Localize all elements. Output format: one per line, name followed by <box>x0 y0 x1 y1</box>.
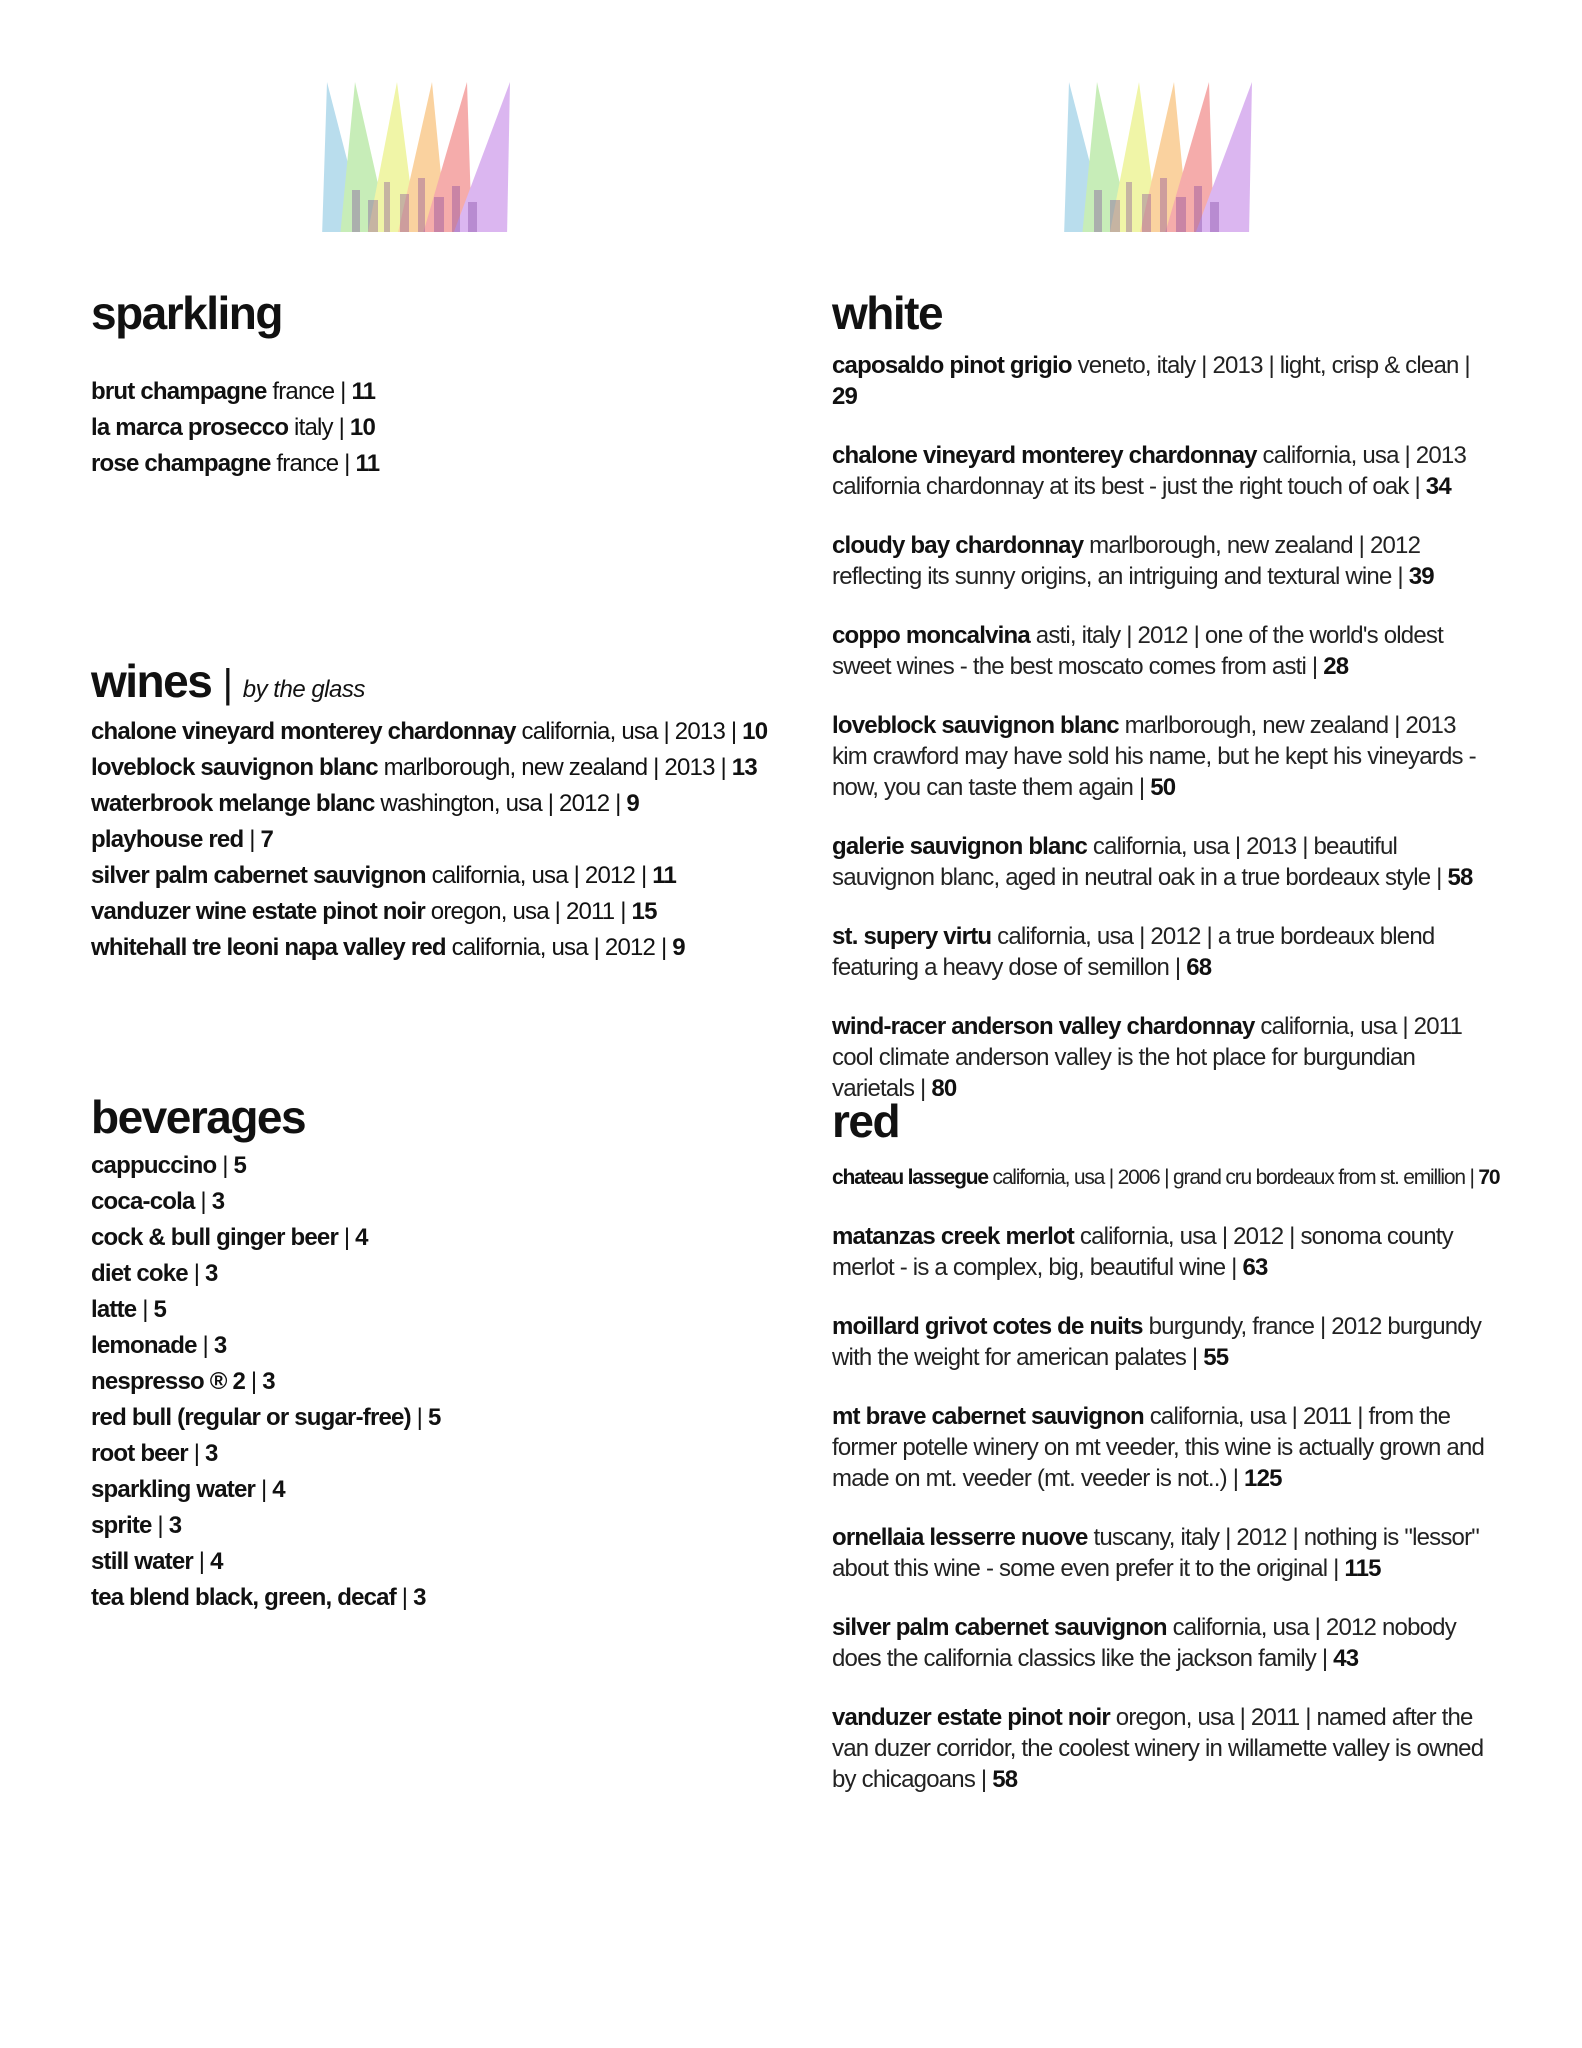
list-item: red bull (regular or sugar-free) | 5 <box>91 1404 441 1431</box>
wine-entry: chateau lassegue california, usa | 2006 | grand cru bordeaux from st. emillion | 70 <box>832 1166 1500 1189</box>
wine-entry: matanzas creek merlot california, usa | 2012 | sonoma county merlot - is a complex, big, beautiful wine | 63 <box>832 1223 1453 1281</box>
list-item: whitehall tre leoni napa valley red california, usa | 2012 | 9 <box>91 934 685 961</box>
section-title: red <box>832 1095 900 1147</box>
skyline-crown-logo <box>322 82 512 240</box>
list-item: cappuccino | 5 <box>91 1152 247 1179</box>
wine-entry: st. supery virtu california, usa | 2012 | a true bordeaux blend featuring a heavy dose of semillon | 68 <box>832 923 1435 981</box>
wine-entry: vanduzer estate pinot noir oregon, usa | 2011 | named after the van duzer corridor, the coolest winery in willamette valley is owned by chicagoans | 58 <box>832 1704 1484 1793</box>
list-item: root beer | 3 <box>91 1440 218 1467</box>
wine-entry: chalone vineyard monterey chardonnay california, usa | 2013 california chardonnay at its best - just the right touch of oak | 34 <box>832 442 1466 500</box>
list-item: la marca prosecco italy | 10 <box>91 414 376 441</box>
list-item: latte | 5 <box>91 1296 167 1323</box>
list-item: diet coke | 3 <box>91 1260 218 1287</box>
beverages-section <box>91 1091 441 1616</box>
sparkling-list <box>91 374 379 482</box>
wine-entry: ornellaia lesserre nuove tuscany, italy | 2012 | nothing is "lessor" about this wine - some even prefer it to the original | 115 <box>832 1524 1480 1582</box>
red-section <box>832 1095 1500 1795</box>
white-section <box>832 287 1492 1104</box>
skyline-crown-logo <box>1064 82 1254 240</box>
wines-by-glass-section <box>91 655 768 966</box>
list-item: nespresso ® 2 | 3 <box>91 1368 275 1395</box>
list-item: rose champagne france | 11 <box>91 450 380 477</box>
list-item: waterbrook melange blanc washington, usa | 2012 | 9 <box>91 790 639 817</box>
wine-entry: silver palm cabernet sauvignon california, usa | 2012 nobody does the california classics like the jackson family | 43 <box>832 1614 1456 1672</box>
wine-entry: moillard grivot cotes de nuits burgundy, france | 2012 burgundy with the weight for american palates | 55 <box>832 1313 1482 1371</box>
list-item: coca-cola | 3 <box>91 1188 225 1215</box>
wine-entry: galerie sauvignon blanc california, usa | 2013 | beautiful sauvignon blanc, aged in neutral oak in a true bordeaux style | 58 <box>832 833 1473 891</box>
list-item: vanduzer wine estate pinot noir oregon, usa | 2011 | 15 <box>91 898 657 925</box>
wine-entry: coppo moncalvina asti, italy | 2012 | one of the world's oldest sweet wines - the best moscato comes from asti | 28 <box>832 622 1443 680</box>
section-title: beverages <box>91 1091 306 1143</box>
wine-entry: cloudy bay chardonnay marlborough, new zealand | 2012 reflecting its sunny origins, an intriguing and textural wine | 39 <box>832 532 1434 590</box>
list-item: still water | 4 <box>91 1548 223 1575</box>
list-item: silver palm cabernet sauvignon california, usa | 2012 | 11 <box>91 862 677 889</box>
list-item: sprite | 3 <box>91 1512 182 1539</box>
section-title: wines | by the glass <box>91 655 365 707</box>
sparkling-section <box>91 287 380 482</box>
list-item: sparkling water | 4 <box>91 1476 285 1503</box>
wine-entry: mt brave cabernet sauvignon california, usa | 2011 | from the former potelle winery on mt veeder, this wine is actually grown and made on mt. veeder (mt. veeder is not..) | 125 <box>832 1403 1485 1492</box>
list-item: lemonade | 3 <box>91 1332 227 1359</box>
list-item: cock & bull ginger beer | 4 <box>91 1224 368 1251</box>
list-item: loveblock sauvignon blanc marlborough, new zealand | 2013 | 13 <box>91 754 757 781</box>
wines-list <box>91 714 767 966</box>
list-item: playhouse red | 7 <box>91 826 274 853</box>
list-item: chalone vineyard monterey chardonnay california, usa | 2013 | 10 <box>91 718 768 745</box>
section-title: white <box>832 287 943 339</box>
list-item: brut champagne france | 11 <box>91 378 376 405</box>
wine-entry: wind-racer anderson valley chardonnay california, usa | 2011 cool climate anderson valley is the hot place for burgundian varietals | 80 <box>832 1013 1463 1102</box>
wine-entry: caposaldo pinot grigio veneto, italy | 2013 | light, crisp & clean | 29 <box>832 352 1470 410</box>
wine-entry: loveblock sauvignon blanc marlborough, new zealand | 2013 kim crawford may have sold his name, but he kept his vineyards - now, you can taste them again | 50 <box>832 712 1476 801</box>
section-title: sparkling <box>91 287 283 339</box>
list-item: tea blend black, green, decaf | 3 <box>91 1584 426 1611</box>
beverages-list <box>91 1148 441 1616</box>
